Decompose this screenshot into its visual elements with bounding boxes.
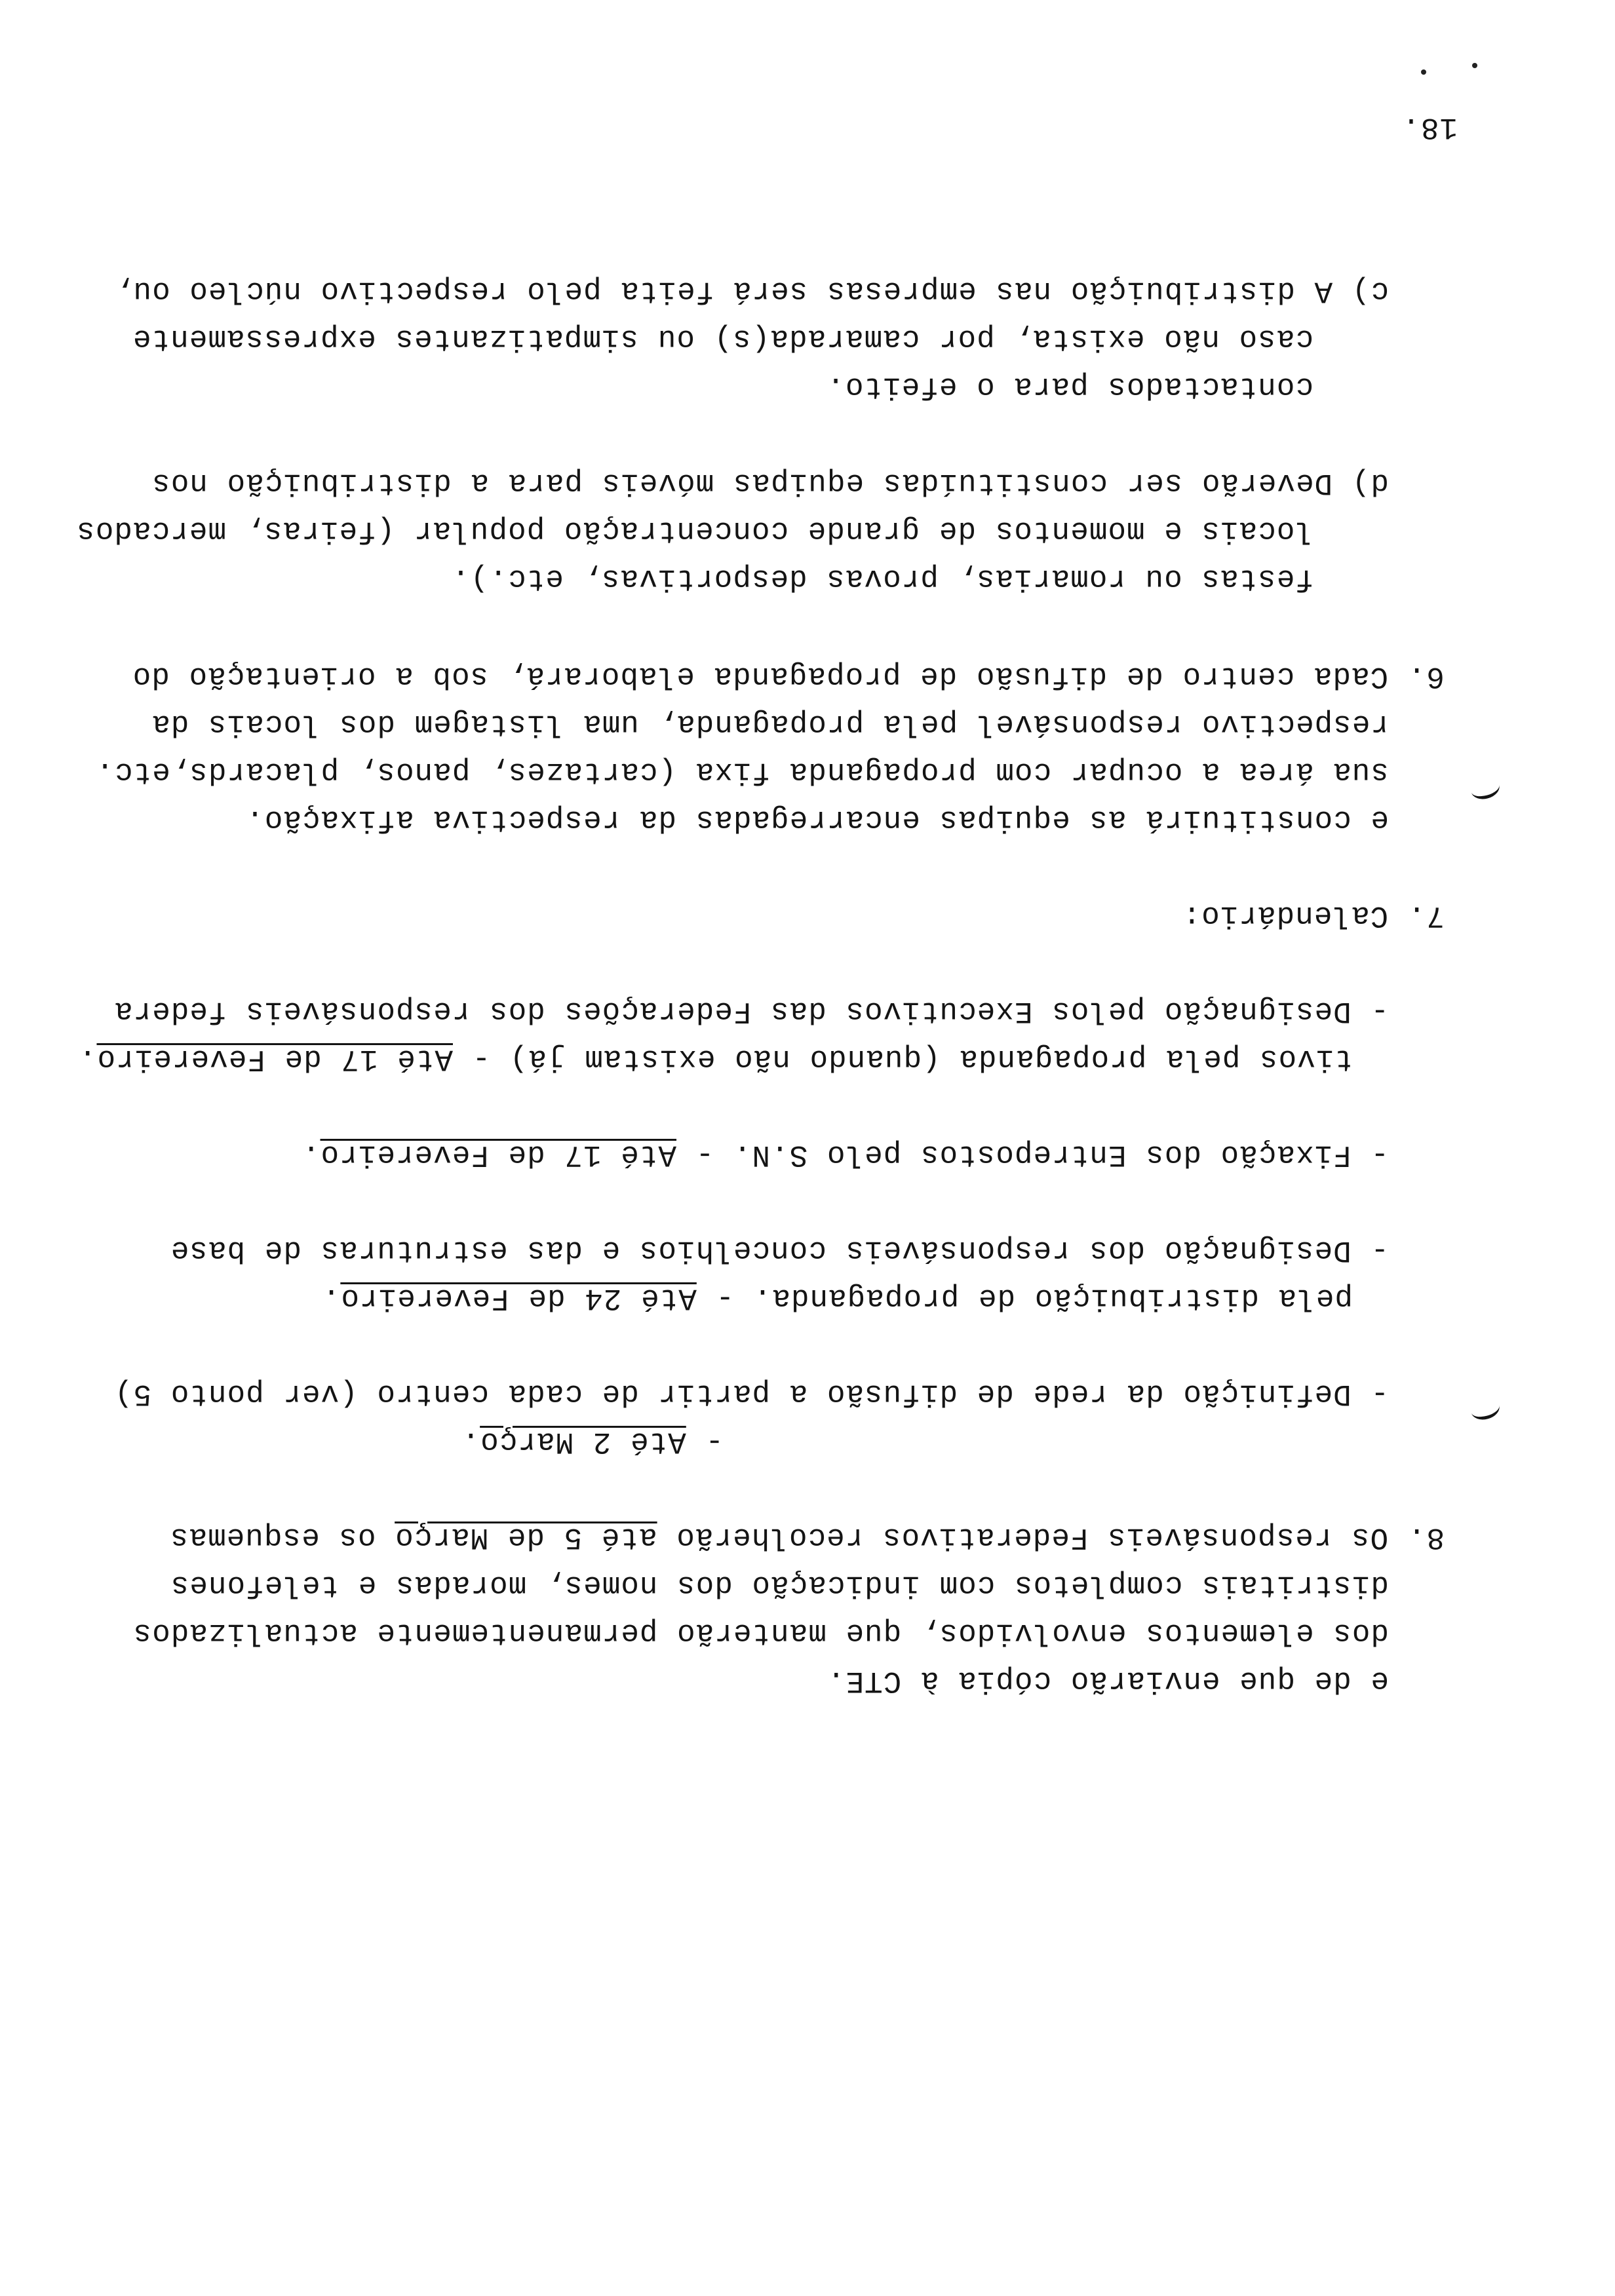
calendar-item-1-line-1: - Designação pelos Executivos das Federações dos responsáveis federa: [113, 994, 1389, 1028]
calendar-item-4-line-1: - Definição da rede de difusão a partir de cada centro (ver ponto 5): [113, 1377, 1389, 1411]
section-8-end: os esquemas: [169, 1520, 395, 1554]
speck-dot: [1472, 63, 1477, 68]
item-d-line-3: festas ou romarias, provas desportivas, etc.).: [451, 562, 1313, 596]
section-8-deadline: até 5 de Março: [395, 1520, 657, 1554]
calendar-item-2-date: Até 17 de Fevereiro: [320, 1138, 677, 1172]
section-6-line-1: 6. Cada centro de difusão de propaganda elaborará, sob a orientação do: [132, 659, 1445, 693]
calendar-item-1-line-2: [78, 1039, 1353, 1079]
calendar-item-1-text: tivos pela propaganda (quando não existam já) -: [452, 1042, 1353, 1076]
calendar-item-1-end: .: [77, 1042, 97, 1076]
section-8-line-4: e de que enviarão cópia à CTE.: [826, 1664, 1389, 1698]
calendar-item-2: [302, 1135, 1389, 1174]
calendar-item-3-date: Até 24 de Fevereiro: [340, 1281, 697, 1315]
section-8-line-1: [170, 1518, 1445, 1557]
calendar-item-2-end: .: [301, 1138, 321, 1172]
calendar-item-1-date: Até 17 de Fevereiro: [96, 1042, 453, 1076]
item-c-line-2: caso não exista, por camarada(s) ou simpatizantes expressamente: [132, 322, 1313, 356]
calendar-item-3-line-2: [322, 1278, 1353, 1318]
calendar-item-4-line-2: [461, 1422, 724, 1461]
item-c-line-3: contactados para o efeito.: [826, 370, 1313, 404]
section-8-line-3: dos elementos envolvidos, que manterão permanentemente actualizados: [132, 1616, 1389, 1650]
speck-dot: [1421, 69, 1426, 75]
section-6-line-3: sua área a ocupar com propaganda fixa (cartazes, panos, placards,etc.: [95, 755, 1389, 789]
section-8-text: 8. Os responsáveis Federativos recolherão: [657, 1520, 1445, 1554]
calendar-item-3-end: .: [321, 1281, 341, 1315]
margin-tick-mark: [1469, 1396, 1502, 1423]
calendar-item-4-text: -: [686, 1425, 724, 1459]
calendar-item-4-end: .: [461, 1425, 480, 1459]
calendar-item-4-date: Até 2 Março: [480, 1425, 686, 1459]
margin-tick-mark: [1469, 775, 1502, 802]
section-7-title: 7. Calendário:: [1182, 898, 1445, 932]
item-c-line-1: c) A distribuição nas empresas será feita pelo respectivo núcleo ou,: [113, 274, 1389, 308]
section-6-line-4: e constituirá as equipas encarregadas da respectiva afixação.: [245, 803, 1389, 837]
section-6-line-2: respectivo responsável pela propaganda, uma listagem dos locais da: [151, 707, 1389, 741]
item-d-line-2: locais e momentos de grande concentração popular (feiras, mercados: [76, 514, 1313, 548]
item-d-line-1: d) Deverão ser constituídas equipas móveis para a distribuição nos: [151, 466, 1389, 500]
section-8-line-2: distritais completos com indicação dos nomes, moradas e telefones: [170, 1568, 1389, 1602]
calendar-item-3-text: pela distribuição de propaganda. -: [696, 1281, 1353, 1315]
page-number: 18.: [1401, 110, 1458, 144]
calendar-item-3-line-1: - Designação dos responsáveis concelhios e das estruturas de base: [170, 1233, 1389, 1267]
calendar-item-2-text: - Fixação dos Entrepostos pelo S.N. -: [676, 1138, 1389, 1172]
